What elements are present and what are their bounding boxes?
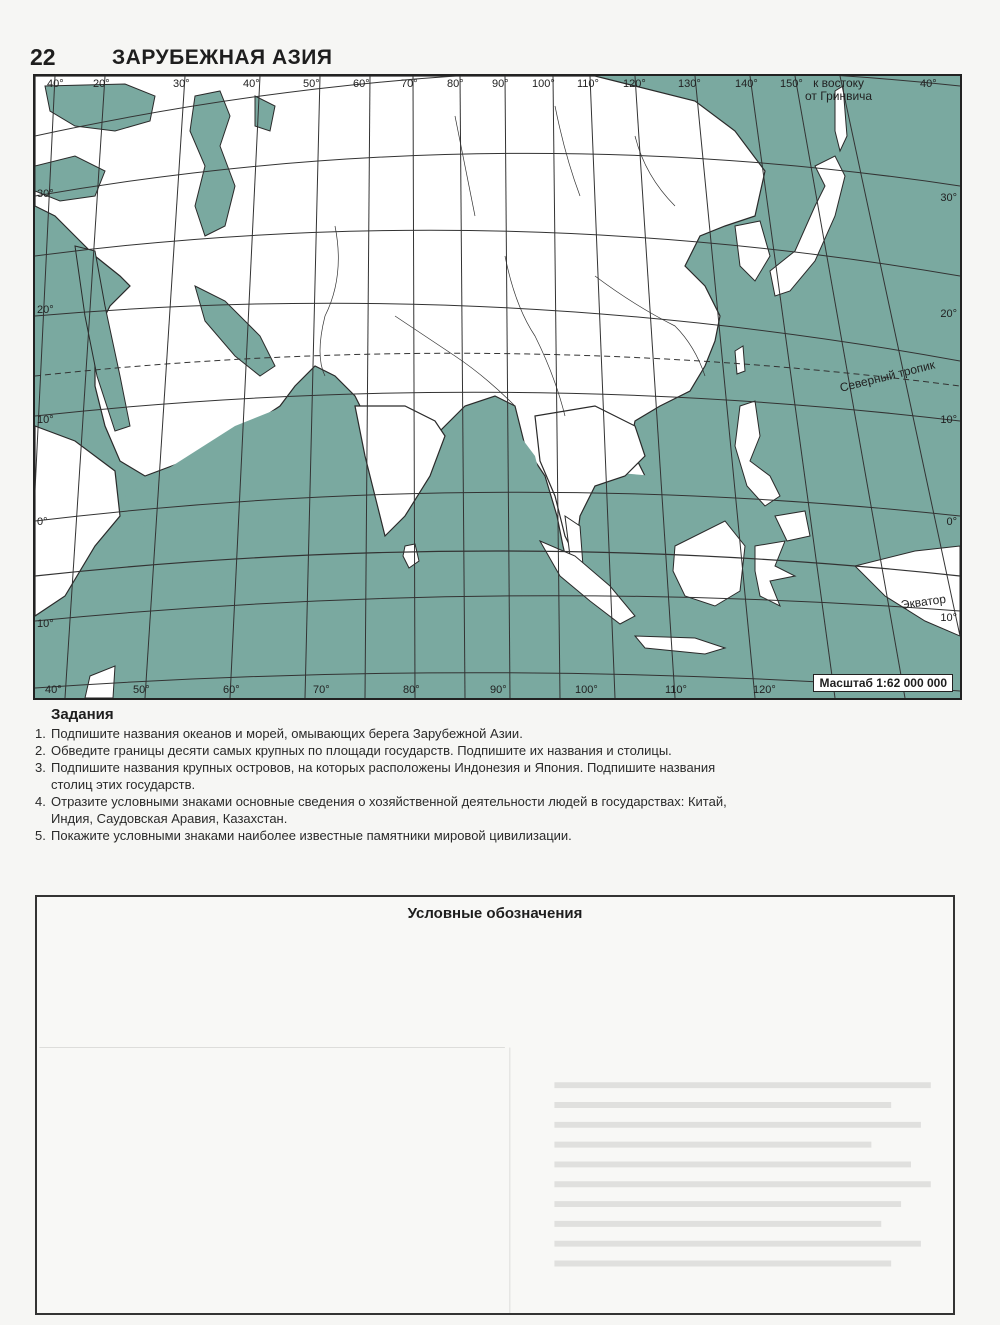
- task-number: 5.: [35, 828, 46, 843]
- task-number: 1.: [35, 726, 46, 741]
- task-text: Подпишите названия океанов и морей, омывающих берега Зарубежной Азии.: [51, 726, 523, 741]
- tasks-list: [35, 725, 755, 844]
- page-title: ЗАРУБЕЖНАЯ АЗИЯ: [112, 46, 333, 69]
- right-lat-label: 10°: [940, 414, 957, 426]
- top-lon-label: 80°: [447, 78, 464, 90]
- east-note-line2: от Гринвича: [805, 89, 873, 103]
- task-item: [35, 827, 755, 844]
- left-lat-label: 0°: [37, 516, 48, 528]
- equator-label: Экватор: [900, 591, 947, 612]
- task-number: 2.: [35, 743, 46, 758]
- top-lon-label: 150°: [780, 78, 803, 90]
- task-text: Обведите границы десяти самых крупных по площади государств. Подпишите их названия и столицы.: [51, 743, 672, 758]
- top-lon-label: 120°: [623, 78, 646, 90]
- task-item: [35, 725, 755, 742]
- right-lat-label: 0°: [946, 516, 957, 528]
- top-lon-label: 130°: [678, 78, 701, 90]
- left-lat-label: 30°: [37, 188, 54, 200]
- east-of-greenwich-note: [805, 77, 872, 103]
- left-lat-label: 10°: [37, 618, 54, 630]
- bottom-lon-label: 80°: [403, 684, 420, 696]
- task-text: Подпишите названия крупных островов, на которых расположены Индонезия и Япония. Подпишите названия столиц этих государств.: [51, 760, 716, 792]
- bottom-lon-label: 70°: [313, 684, 330, 696]
- right-lat-label: 30°: [940, 192, 957, 204]
- bottom-lon-label: 120°: [753, 684, 776, 696]
- top-lon-label: 70°: [401, 78, 418, 90]
- top-lon-label: 60°: [353, 78, 370, 90]
- task-item: [35, 742, 755, 759]
- bottom-lon-label: 40°: [45, 684, 62, 696]
- taiwan-island: [735, 346, 745, 374]
- map-scale: Масштаб 1:62 000 000: [813, 674, 953, 692]
- tropic-label: Северный тропик: [838, 357, 937, 395]
- tasks-heading: Задания: [51, 706, 114, 723]
- top-lon-label: 100°: [532, 78, 555, 90]
- top-lon-label: 90°: [492, 78, 509, 90]
- right-lat-label: 20°: [940, 308, 957, 320]
- outline-map[interactable]: [33, 74, 962, 700]
- legend-title: Условные обозначения: [407, 905, 583, 922]
- bottom-lon-label: 90°: [490, 684, 507, 696]
- top-lon-label: 40°: [47, 78, 64, 90]
- top-lon-label: 40°: [920, 78, 937, 90]
- left-lat-label: 20°: [37, 304, 54, 316]
- left-lat-label: 10°: [37, 414, 54, 426]
- top-lon-label: 110°: [577, 78, 599, 90]
- task-item: [35, 759, 755, 793]
- bottom-lon-label: 110°: [665, 684, 687, 696]
- east-note-line1: к востоку: [813, 76, 864, 90]
- task-text: Отразите условными знаками основные сведения о хозяйственной деятельности людей в государствах: Китай, Индия, Саудовская Аравия, Казахстан.: [51, 794, 727, 826]
- bleed-through-ghost: [37, 897, 953, 1313]
- top-lon-label: 50°: [303, 78, 320, 90]
- page-number: 22: [30, 44, 56, 70]
- top-lon-label: 140°: [735, 78, 758, 90]
- bottom-lon-label: 50°: [133, 684, 150, 696]
- top-lon-label: 30°: [173, 78, 190, 90]
- bottom-lon-label: 60°: [223, 684, 240, 696]
- task-number: 3.: [35, 760, 46, 775]
- task-text: Покажите условными знаками наиболее известные памятники мировой цивилизации.: [51, 828, 572, 843]
- legend-box[interactable]: [35, 895, 955, 1315]
- task-number: 4.: [35, 794, 46, 809]
- right-lat-label: 10°: [940, 612, 957, 624]
- top-lon-label: 20°: [93, 78, 110, 90]
- top-lon-label: 40°: [243, 78, 260, 90]
- map-canvas: [35, 76, 960, 698]
- task-item: [35, 793, 755, 827]
- bottom-lon-label: 100°: [575, 684, 598, 696]
